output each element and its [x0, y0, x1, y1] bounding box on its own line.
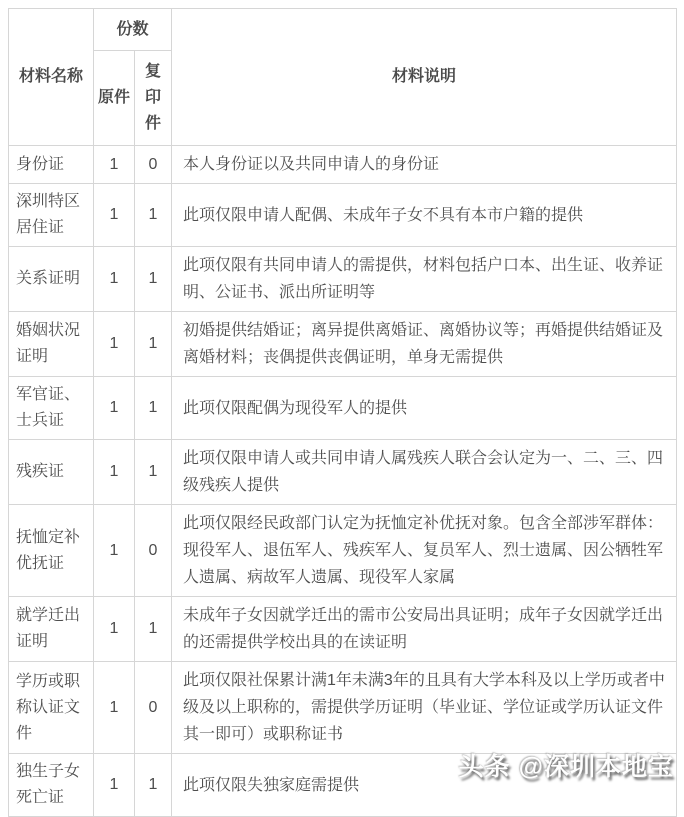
original-count-cell: 1	[94, 662, 135, 754]
copy-count-cell: 0	[135, 662, 172, 754]
original-count-cell: 1	[94, 247, 135, 312]
copy-count-cell: 1	[135, 754, 172, 817]
copy-count-cell: 1	[135, 440, 172, 505]
materials-table	[8, 8, 677, 817]
material-name-cell: 身份证	[9, 146, 94, 184]
material-description-cell: 本人身份证以及共同申请人的身份证	[172, 146, 677, 184]
original-count-cell: 1	[94, 377, 135, 440]
table-row	[9, 440, 677, 505]
copy-count-cell: 1	[135, 247, 172, 312]
table-row	[9, 505, 677, 597]
material-description-cell: 初婚提供结婚证；离异提供离婚证、离婚协议等；再婚提供结婚证及离婚材料；丧偶提供丧偶证明，单身无需提供	[172, 312, 677, 377]
table-row	[9, 312, 677, 377]
copy-count-cell: 1	[135, 377, 172, 440]
material-description-cell: 此项仅限申请人或共同申请人属残疾人联合会认定为一、二、三、四级残疾人提供	[172, 440, 677, 505]
original-count-cell: 1	[94, 440, 135, 505]
header-material-description: 材料说明	[172, 9, 677, 146]
copy-count-cell: 0	[135, 505, 172, 597]
table-body	[9, 146, 677, 817]
table-row	[9, 662, 677, 754]
copy-count-cell: 0	[135, 146, 172, 184]
copy-count-cell: 1	[135, 312, 172, 377]
material-name-cell: 独生子女死亡证	[9, 754, 94, 817]
material-name-cell: 关系证明	[9, 247, 94, 312]
table-header	[9, 9, 677, 146]
table-row	[9, 146, 677, 184]
table-row	[9, 597, 677, 662]
material-name-cell: 抚恤定补优抚证	[9, 505, 94, 597]
original-count-cell: 1	[94, 146, 135, 184]
table-row	[9, 184, 677, 247]
watermark-text: 头条 @深圳本地宝	[458, 753, 674, 781]
header-photocopy: 复印件	[135, 51, 172, 146]
material-name-cell: 就学迁出证明	[9, 597, 94, 662]
original-count-cell: 1	[94, 754, 135, 817]
material-name-cell: 婚姻状况证明	[9, 312, 94, 377]
table-row	[9, 247, 677, 312]
material-description-cell: 此项仅限配偶为现役军人的提供	[172, 377, 677, 440]
material-description-cell: 此项仅限申请人配偶、未成年子女不具有本市户籍的提供	[172, 184, 677, 247]
original-count-cell: 1	[94, 312, 135, 377]
material-description-cell: 此项仅限有共同申请人的需提供，材料包括户口本、出生证、收养证明、公证书、派出所证明等	[172, 247, 677, 312]
header-copies: 份数	[94, 9, 172, 51]
material-description-cell: 此项仅限经民政部门认定为抚恤定补优抚对象。包含全部涉军群体：现役军人、退伍军人、残疾军人、复员军人、烈士遗属、因公牺牲军人遗属、病故军人遗属、现役军人家属	[172, 505, 677, 597]
header-original: 原件	[94, 51, 135, 146]
material-description-cell: 此项仅限失独家庭需提供	[172, 754, 677, 817]
material-name-cell: 深圳特区居住证	[9, 184, 94, 247]
copy-count-cell: 1	[135, 597, 172, 662]
material-name-cell: 学历或职称认证文件	[9, 662, 94, 754]
original-count-cell: 1	[94, 597, 135, 662]
material-name-cell: 军官证、士兵证	[9, 377, 94, 440]
original-count-cell: 1	[94, 184, 135, 247]
material-name-cell: 残疾证	[9, 440, 94, 505]
table-row	[9, 377, 677, 440]
copy-count-cell: 1	[135, 184, 172, 247]
material-description-cell: 未成年子女因就学迁出的需市公安局出具证明；成年子女因就学迁出的还需提供学校出具的在读证明	[172, 597, 677, 662]
material-description-cell: 此项仅限社保累计满1年未满3年的且具有大学本科及以上学历或者中级及以上职称的，需提供学历证明（毕业证、学位证或学历认证文件其一即可）或职称证书	[172, 662, 677, 754]
header-material-name: 材料名称	[9, 9, 94, 146]
original-count-cell: 1	[94, 505, 135, 597]
